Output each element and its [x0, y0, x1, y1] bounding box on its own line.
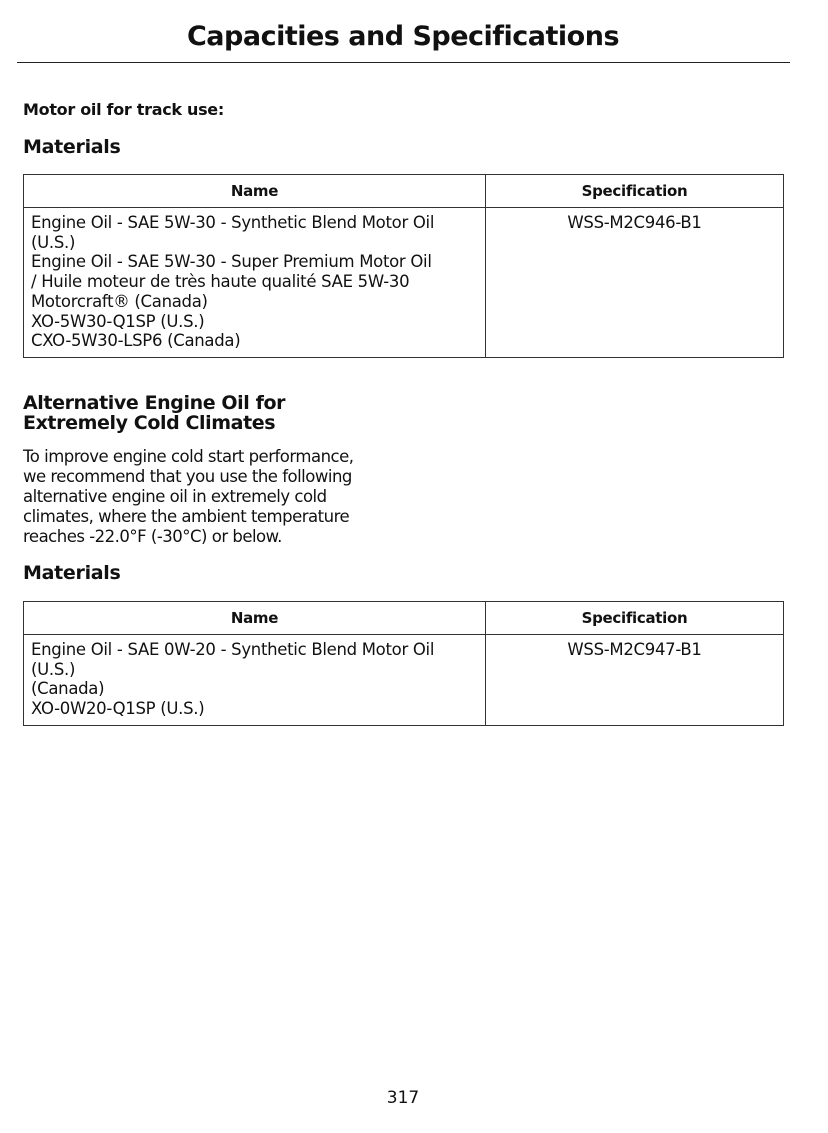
specification-cell: WSS-M2C946-B1: [486, 208, 784, 358]
paragraph-line: alternative engine oil in extremely cold: [23, 487, 327, 506]
oil-name-line: XO-0W20-Q1SP (U.S.): [31, 699, 205, 719]
paragraph-line: climates, where the ambient temperature: [23, 507, 350, 526]
oil-name-line: Engine Oil - SAE 0W-20 - Synthetic Blend Motor Oil: [31, 640, 435, 659]
materials-heading-track: Materials: [23, 136, 121, 158]
oil-name-line: (U.S.): [31, 232, 76, 252]
track-oil-table: [23, 174, 784, 358]
table-row: [24, 208, 784, 358]
oil-name-line: Engine Oil - SAE 5W-30 - Synthetic Blend Motor Oil: [31, 213, 435, 232]
column-header-name: Name: [24, 175, 486, 208]
oil-name-line: (Canada): [31, 679, 105, 699]
heading-line: Alternative Engine Oil for: [23, 392, 286, 414]
materials-heading-cold: Materials: [23, 562, 121, 584]
cold-oil-table: [23, 601, 784, 726]
oil-name-line: Engine Oil - SAE 5W-30 - Super Premium Motor Oil: [31, 252, 432, 272]
table-row: [24, 635, 784, 726]
oil-name-line: XO-5W30-Q1SP (U.S.): [31, 311, 205, 331]
table-header-row: [24, 175, 784, 208]
column-header-specification: Specification: [486, 602, 784, 635]
column-header-specification: Specification: [486, 175, 784, 208]
paragraph-line: reaches -22.0°F (-30°C) or below.: [23, 527, 282, 546]
specification-cell: WSS-M2C947-B1: [486, 635, 784, 726]
oil-name-line: Motorcraft® (Canada): [31, 291, 208, 311]
heading-line: Extremely Cold Climates: [23, 412, 276, 434]
column-header-name: Name: [24, 602, 486, 635]
oil-name-cell: [24, 635, 486, 726]
page-number: 317: [386, 1088, 420, 1108]
oil-name-line: / Huile moteur de très haute qualité SAE 5W-30: [31, 272, 410, 292]
cold-climate-heading: [23, 393, 403, 433]
paragraph-line: To improve engine cold start performance,: [23, 447, 354, 466]
header-divider: [17, 62, 790, 63]
cold-climate-paragraph: [23, 447, 395, 547]
oil-name-cell: [24, 208, 486, 358]
paragraph-line: we recommend that you use the following: [23, 467, 352, 486]
oil-name-line: CXO-5W30-LSP6 (Canada): [31, 331, 241, 351]
track-use-label: Motor oil for track use:: [23, 100, 224, 119]
page-title: Capacities and Specifications: [186, 21, 620, 52]
oil-name-line: (U.S.): [31, 659, 76, 679]
table-header-row: [24, 602, 784, 635]
